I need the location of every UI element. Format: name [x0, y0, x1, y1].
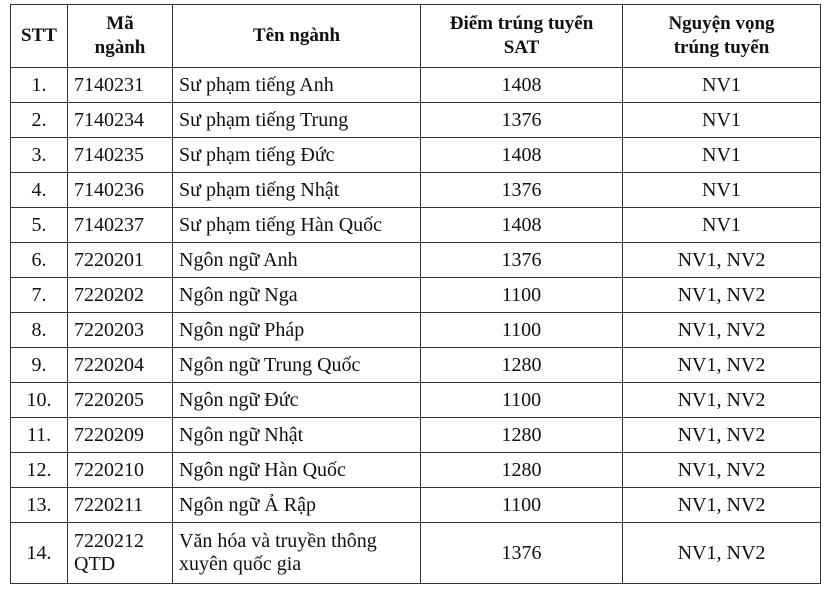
cell-score: 1100 [421, 383, 623, 418]
table-row [11, 138, 821, 173]
cell-wish: NV1 [623, 103, 821, 138]
cell-score: 1280 [421, 348, 623, 383]
cell-score: 1376 [421, 523, 623, 584]
cell-stt: 12. [11, 453, 68, 488]
table-row [11, 488, 821, 523]
header-code [68, 5, 173, 68]
cell-wish: NV1, NV2 [623, 453, 821, 488]
cell-code: 7140231 [68, 68, 173, 103]
cell-wish: NV1, NV2 [623, 278, 821, 313]
cell-name: Ngôn ngữ Đức [173, 383, 421, 418]
cell-stt: 13. [11, 488, 68, 523]
cell-code: 7140234 [68, 103, 173, 138]
cell-name: Sư phạm tiếng Trung [173, 103, 421, 138]
header-wish-line2: trúng tuyển [673, 37, 770, 58]
header-name: Tên ngành [173, 5, 421, 68]
cell-score: 1376 [421, 173, 623, 208]
cell-name: Ngôn ngữ Nga [173, 278, 421, 313]
cell-code: 7140237 [68, 208, 173, 243]
cell-name: Ngôn ngữ Anh [173, 243, 421, 278]
cell-code [68, 523, 173, 584]
cell-name-line: xuyên quốc gia [179, 553, 302, 575]
header-row [11, 5, 821, 68]
table-row [11, 383, 821, 418]
cell-stt: 7. [11, 278, 68, 313]
table-row [11, 243, 821, 278]
cell-code: 7140235 [68, 138, 173, 173]
table-row [11, 103, 821, 138]
cell-name: Ngôn ngữ Trung Quốc [173, 348, 421, 383]
header-stt: STT [11, 5, 68, 68]
cell-stt: 11. [11, 418, 68, 453]
header-wish [623, 5, 821, 68]
cell-stt: 9. [11, 348, 68, 383]
cell-code: 7220209 [68, 418, 173, 453]
cell-code: 7220201 [68, 243, 173, 278]
cell-name-line: Văn hóa và truyền thông [179, 530, 377, 552]
cell-score: 1408 [421, 208, 623, 243]
header-code-line1: Mã [106, 13, 134, 34]
cell-name: Sư phạm tiếng Nhật [173, 173, 421, 208]
cell-code: 7220210 [68, 453, 173, 488]
cell-score: 1376 [421, 103, 623, 138]
cell-code-line: 7220212 [74, 530, 144, 552]
cell-score: 1408 [421, 68, 623, 103]
cell-score: 1100 [421, 488, 623, 523]
cell-stt: 2. [11, 103, 68, 138]
cell-name: Sư phạm tiếng Anh [173, 68, 421, 103]
cell-code: 7220202 [68, 278, 173, 313]
table-row [11, 523, 821, 584]
cell-wish: NV1 [623, 138, 821, 173]
cell-wish: NV1, NV2 [623, 488, 821, 523]
cell-wish: NV1 [623, 68, 821, 103]
table-row [11, 418, 821, 453]
cell-wish: NV1, NV2 [623, 313, 821, 348]
cell-stt: 8. [11, 313, 68, 348]
cell-code-line: QTD [74, 553, 116, 575]
table-row [11, 348, 821, 383]
cell-stt: 3. [11, 138, 68, 173]
cell-wish: NV1 [623, 173, 821, 208]
table-row [11, 68, 821, 103]
cell-name: Ngôn ngữ Nhật [173, 418, 421, 453]
cell-code: 7220211 [68, 488, 173, 523]
header-score-line1: Điểm trúng tuyển [449, 13, 594, 34]
cell-wish: NV1, NV2 [623, 523, 821, 584]
cell-score: 1408 [421, 138, 623, 173]
cell-wish: NV1, NV2 [623, 383, 821, 418]
cell-code: 7220203 [68, 313, 173, 348]
admission-scores-table [10, 4, 821, 584]
cell-score: 1280 [421, 418, 623, 453]
cell-name: Ngôn ngữ Pháp [173, 313, 421, 348]
cell-score: 1376 [421, 243, 623, 278]
table-row [11, 453, 821, 488]
cell-code: 7220204 [68, 348, 173, 383]
cell-stt: 4. [11, 173, 68, 208]
header-score-line2: SAT [503, 37, 540, 58]
header-wish-line1: Nguyện vọng [668, 13, 775, 34]
cell-stt: 6. [11, 243, 68, 278]
cell-stt: 5. [11, 208, 68, 243]
cell-score: 1100 [421, 313, 623, 348]
table-row [11, 208, 821, 243]
table-row [11, 313, 821, 348]
header-code-line2: ngành [94, 37, 146, 58]
cell-name: Ngôn ngữ Hàn Quốc [173, 453, 421, 488]
cell-score: 1100 [421, 278, 623, 313]
cell-name [173, 523, 421, 584]
cell-stt: 1. [11, 68, 68, 103]
cell-name: Ngôn ngữ Ả Rập [173, 488, 421, 523]
cell-name: Sư phạm tiếng Hàn Quốc [173, 208, 421, 243]
cell-stt: 10. [11, 383, 68, 418]
cell-code: 7220205 [68, 383, 173, 418]
cell-wish: NV1, NV2 [623, 418, 821, 453]
cell-wish: NV1, NV2 [623, 243, 821, 278]
table-row [11, 173, 821, 208]
cell-wish: NV1, NV2 [623, 348, 821, 383]
cell-stt: 14. [11, 523, 68, 584]
table-row [11, 278, 821, 313]
cell-name: Sư phạm tiếng Đức [173, 138, 421, 173]
cell-code: 7140236 [68, 173, 173, 208]
cell-wish: NV1 [623, 208, 821, 243]
cell-score: 1280 [421, 453, 623, 488]
header-score [421, 5, 623, 68]
